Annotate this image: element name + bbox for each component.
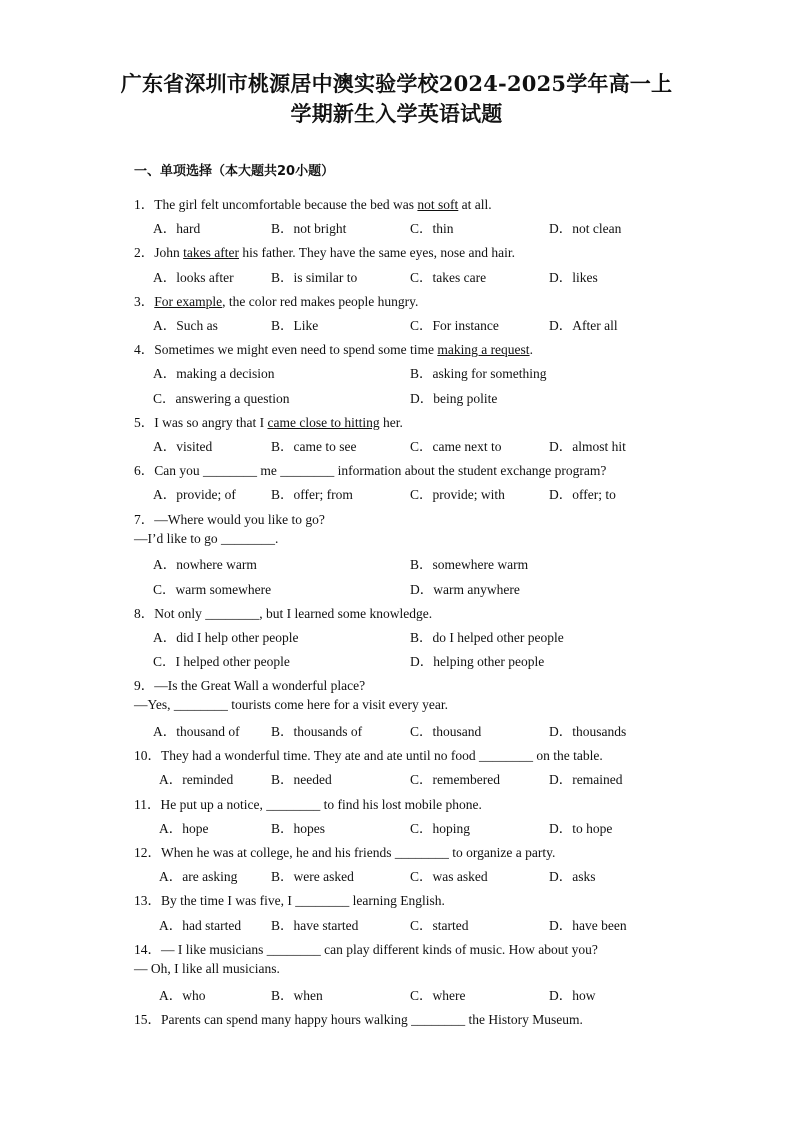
option-c: C．warm somewhere [153,582,272,597]
option-a: A．Such as [153,318,218,333]
option-c: C．came next to [410,439,502,454]
question-7-response: —I’d like to go ________. [134,531,279,546]
option-c: C．takes care [410,270,487,285]
option-c: C．started [410,918,469,933]
section-heading: 一、单项选择（本大题共20小题） [134,164,335,179]
option-d: D．helping other people [410,654,545,669]
question-14: 14．— I like musicians ________ can play different kinds of music. How about you? [134,942,598,957]
question-1: 1．The girl felt uncomfortable because the bed was not soft at all. [134,197,492,212]
option-b: B．asking for something [410,366,547,381]
question-14-response: — Oh, I like all musicians. [134,961,280,976]
question-4: 4．Sometimes we might even need to spend some time making a request. [134,342,533,357]
question-15: 15．Parents can spend many happy hours walking ________ the History Museum. [134,1012,583,1027]
option-c: C．thousand [410,724,482,739]
option-c: C．I helped other people [153,654,290,669]
option-a: A．nowhere warm [153,557,257,572]
question-13: 13．By the time I was five, I ________ learning English. [134,893,445,908]
question-6: 6．Can you ________ me ________ information about the student exchange program? [134,463,607,478]
option-b: B．is similar to [271,270,358,285]
option-b: B．were asked [271,869,354,884]
option-b: B．somewhere warm [410,557,529,572]
option-a: A．thousand of [153,724,240,739]
option-a: A．are asking [159,869,238,884]
option-b: B．hopes [271,821,325,836]
option-c: C．provide; with [410,487,505,502]
question-7: 7．—Where would you like to go? [134,512,325,527]
option-c: C．was asked [410,869,488,884]
option-a: A．reminded [159,772,234,787]
option-d: D．remained [549,772,623,787]
option-d: D．being polite [410,391,498,406]
question-12: 12．When he was at college, he and his friends ________ to organize a party. [134,845,556,860]
option-b: B．offer; from [271,487,353,502]
option-d: D．have been [549,918,627,933]
question-9: 9．—Is the Great Wall a wonderful place? [134,678,366,693]
option-a: A．hard [153,221,201,236]
page-title-line-1: 广东省深圳市桃源居中澳实验学校2024-2025学年高一上 [120,71,673,96]
option-d: D．to hope [549,821,613,836]
question-5: 5．I was so angry that I came close to hitting her. [134,415,403,430]
option-b: B．when [271,988,323,1003]
option-d: D．not clean [549,221,622,236]
option-b: B．not bright [271,221,347,236]
question-9-response: —Yes, ________ tourists come here for a visit every year. [134,697,448,712]
option-d: D．almost hit [549,439,626,454]
option-d: D．asks [549,869,596,884]
option-b: B．needed [271,772,332,787]
option-b: B．do I helped other people [410,630,564,645]
page-title-line-2: 学期新生入学英语试题 [290,101,503,126]
option-b: B．Like [271,318,319,333]
option-a: A．had started [159,918,242,933]
option-a: A．visited [153,439,213,454]
option-d: D．offer; to [549,487,616,502]
option-d: D．thousands [549,724,627,739]
option-b: B．came to see [271,439,357,454]
option-d: D．After all [549,318,618,333]
question-10: 10．They had a wonderful time. They ate and ate until no food ________ on the table. [134,748,603,763]
option-c: C．where [410,988,466,1003]
option-b: B．have started [271,918,359,933]
option-d: D．warm anywhere [410,582,520,597]
option-c: C．answering a question [153,391,290,406]
question-11: 11．He put up a notice, ________ to find his lost mobile phone. [134,797,482,812]
option-a: A．did I help other people [153,630,299,645]
option-a: A．hope [159,821,209,836]
option-a: A．provide; of [153,487,236,502]
option-d: D．how [549,988,596,1003]
question-2: 2．John takes after his father. They have the same eyes, nose and hair. [134,245,516,260]
option-a: A．who [159,988,206,1003]
question-8: 8．Not only ________, but I learned some knowledge. [134,606,433,621]
option-c: C．remembered [410,772,500,787]
option-a: A．making a decision [153,366,275,381]
question-3: 3．For example, the color red makes people hungry. [134,294,419,309]
option-c: C．For instance [410,318,499,333]
option-a: A．looks after [153,270,234,285]
option-b: B．thousands of [271,724,363,739]
option-c: C．hoping [410,821,471,836]
option-c: C．thin [410,221,454,236]
option-d: D．likes [549,270,598,285]
